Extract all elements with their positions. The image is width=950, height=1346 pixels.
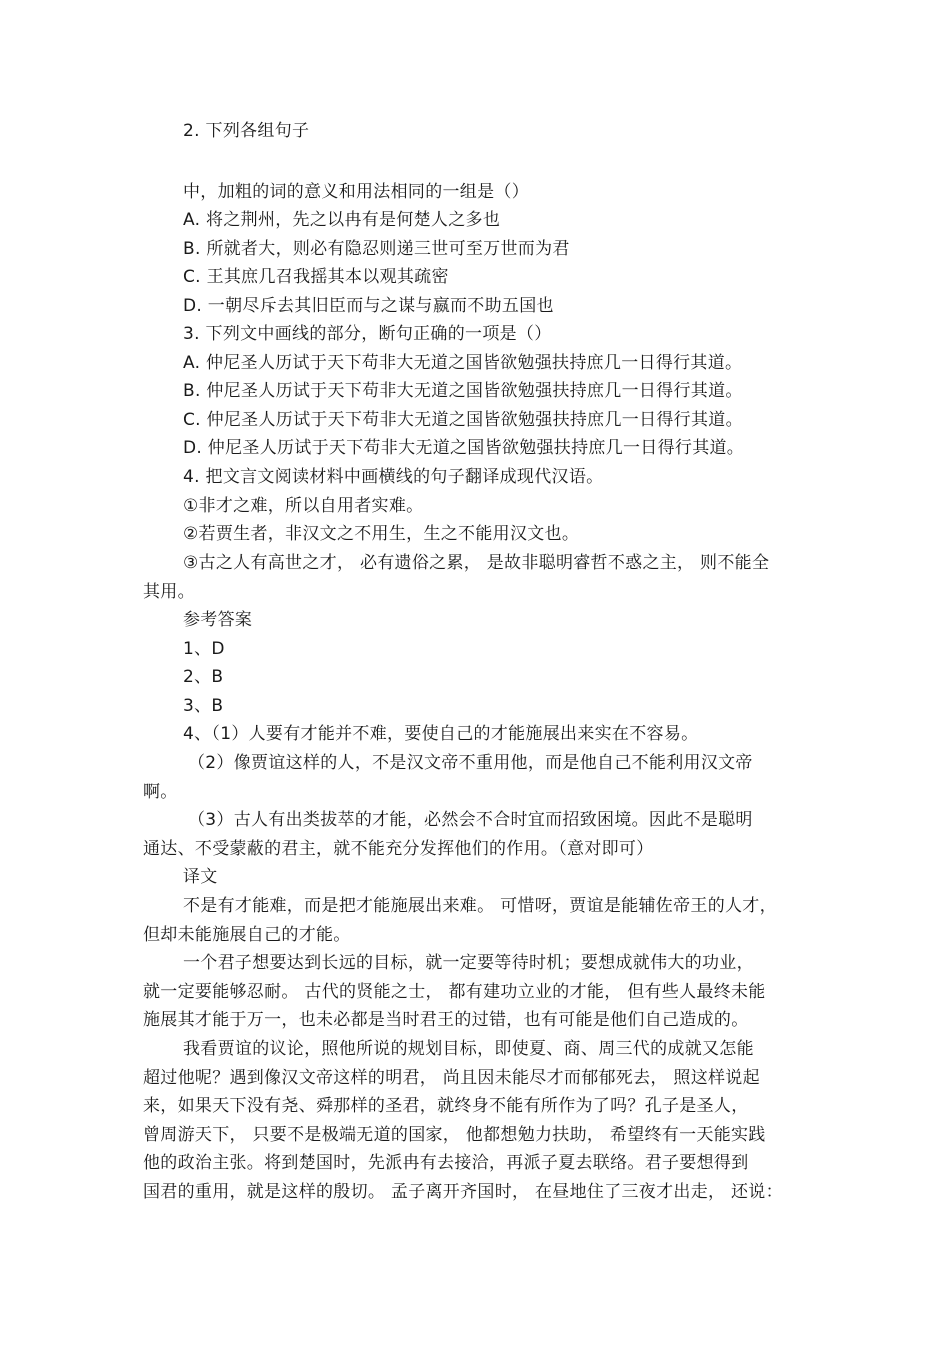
q3-option-b: B. 仲尼圣人历试于天下苟非大无道之国皆欲勉强扶持庶几一日得行其道。	[183, 381, 743, 401]
translation-p3-line-5: 他的政治主张。将到楚国时，先派冉有去接洽，再派子夏去联络。君子要想得到	[143, 1153, 749, 1173]
answer-4-1: 4、（1）人要有才能并不难，要使自己的才能施展出来实在不容易。	[183, 724, 699, 744]
q4-item-1: ①非才之难，所以自用者实难。	[183, 496, 424, 516]
translation-p3-line-4: 曾周游天下， 只要不是极端无道的国家， 他都想勉力扶助， 希望终有一天能实践	[143, 1125, 766, 1145]
q2-option-a: A. 将之荆州，先之以冉有是何楚人之多也	[183, 210, 501, 230]
q2-option-d: D. 一朝尽斥去其旧臣而与之谋与嬴而不助五国也	[183, 296, 554, 316]
answer-2: 2、B	[183, 667, 224, 687]
translation-p3-line-3: 来，如果天下没有尧、舜那样的圣君，就终身不能有所作为了吗？孔子是圣人，	[143, 1096, 749, 1116]
q2-option-c: C. 王其庶几召我摇其本以观其疏密	[183, 267, 449, 287]
q4-item-3-cont: 其用。	[143, 582, 195, 602]
translation-p2-line-3: 施展其才能于万一，也未必都是当时君王的过错，也有可能是他们自己造成的。	[143, 1010, 749, 1030]
q4-stem: 4. 把文言文阅读材料中画横线的句子翻译成现代汉语。	[183, 467, 604, 487]
translation-p1-line-1: 不是有才能难，而是把才能施展出来难。 可惜呀，贾谊是能辅佐帝王的人才，	[183, 896, 777, 916]
translation-p3-line-6: 国君的重用，就是这样的殷切。 孟子离开齐国时， 在昼地住了三夜才出走， 还说：	[143, 1182, 783, 1202]
q2-stem-line-1: 2. 下列各组句子	[183, 121, 310, 141]
translation-p2-line-2: 就一定要能够忍耐。 古代的贤能之士， 都有建功立业的才能， 但有些人最终未能	[143, 982, 766, 1002]
answer-4-2-cont: 啊。	[143, 782, 178, 802]
answers-heading: 参考答案	[183, 610, 253, 630]
answer-1: 1、D	[183, 639, 225, 659]
q4-item-2: ②若贾生者，非汉文之不用生，生之不能用汉文也。	[183, 524, 580, 544]
q3-option-a: A. 仲尼圣人历试于天下苟非大无道之国皆欲勉强扶持庶几一日得行其道。	[183, 353, 743, 373]
translation-p3-line-2: 超过他呢？遇到像汉文帝这样的明君， 尚且因未能尽才而郁郁死去， 照这样说起	[143, 1068, 760, 1088]
q3-stem: 3. 下列文中画线的部分，断句正确的一项是（）	[183, 324, 552, 344]
translation-p1-line-2: 但却未能施展自己的才能。	[143, 925, 351, 945]
translation-p2-line-1: 一个君子想要达到长远的目标，就一定要等待时机；要想成就伟大的功业，	[183, 953, 754, 973]
answer-4-2: （2）像贾谊这样的人，不是汉文帝不重用他，而是他自己不能利用汉文帝	[188, 753, 753, 773]
answer-4-3: （3）古人有出类拔萃的才能，必然会不合时宜而招致困境。因此不是聪明	[188, 810, 753, 830]
q4-item-3: ③古之人有高世之才， 必有遗俗之累， 是故非聪明睿哲不惑之主， 则不能全	[183, 553, 770, 573]
answer-3: 3、B	[183, 696, 224, 716]
q3-option-c: C. 仲尼圣人历试于天下苟非大无道之国皆欲勉强扶持庶几一日得行其道。	[183, 410, 743, 430]
q2-stem-line-2: 中，加粗的词的意义和用法相同的一组是（）	[183, 182, 529, 202]
q3-option-d: D. 仲尼圣人历试于天下苟非大无道之国皆欲勉强扶持庶几一日得行其道。	[183, 438, 745, 458]
answer-4-3-cont: 通达、不受蒙蔽的君主，就不能充分发挥他们的作用。（意对即可）	[143, 839, 654, 859]
translation-heading: 译文	[183, 867, 218, 887]
q2-option-b: B. 所就者大，则必有隐忍则递三世可至万世而为君	[183, 239, 570, 259]
translation-p3-line-1: 我看贾谊的议论，照他所说的规划目标，即使夏、商、周三代的成就又怎能	[183, 1039, 754, 1059]
